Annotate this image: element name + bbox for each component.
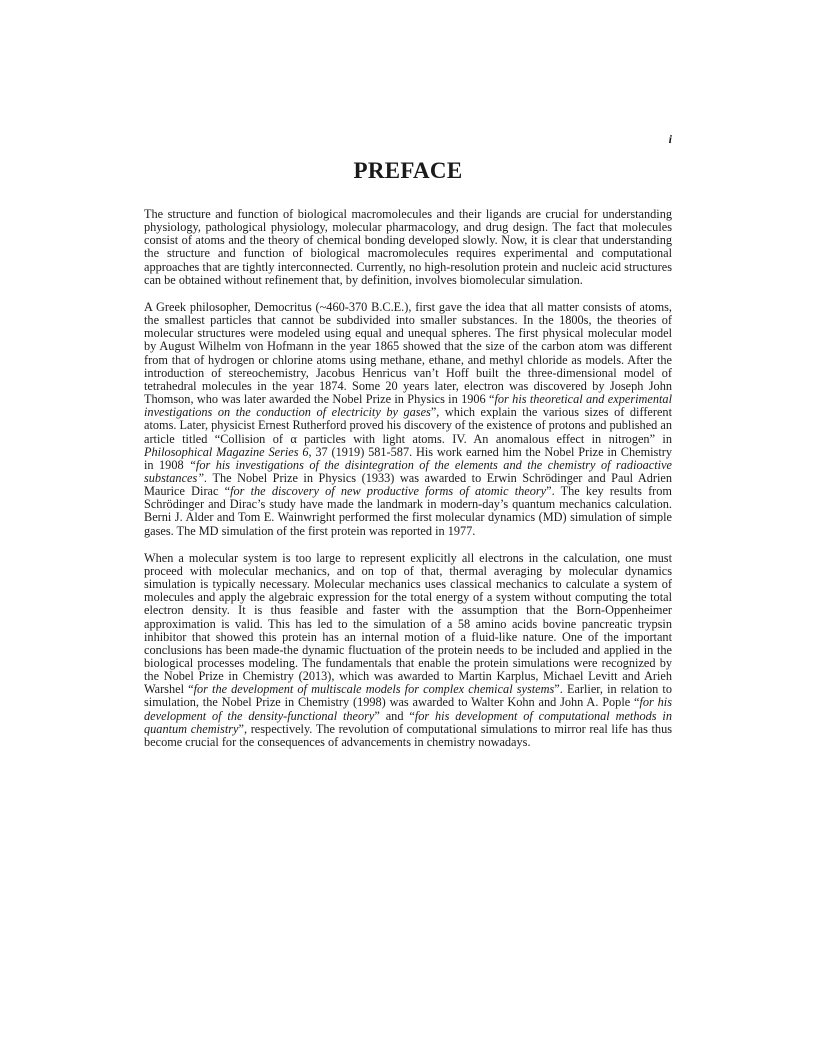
italic-text-segment: for the discovery of new productive forms of atomic theory — [230, 484, 547, 499]
text-segment: ”. Earlier, in relation to simulation, the Nobel Prize in Chemistry (1998) was awarded to Walter Kohn and John A. Pople “ — [144, 682, 672, 710]
preface-paragraph — [144, 552, 672, 749]
italic-text-segment: for the development of multiscale models for complex chemical systems — [193, 682, 555, 697]
italic-text-segment: Philosophical Magazine Series 6 — [144, 444, 309, 459]
preface-paragraph — [144, 208, 672, 287]
italic-text-segment: for his development of the density-functional theory — [144, 695, 672, 723]
text-segment: ”, respectively. The revolution of computational simulations to mirror real life has thus become crucial for the consequences of advancements in chemistry nowadays. — [144, 721, 673, 749]
preface-paragraph — [144, 301, 672, 538]
italic-text-segment: for his theoretical and experimental investigations on the conduction of electricity by gases — [144, 392, 672, 420]
italic-text-segment: for his development of computational methods in quantum chemistry — [144, 708, 672, 736]
text-segment: When a molecular system is too large to represent explicitly all electrons in the calculation, one must proceed with molecular mechanics, and on top of that, thermal averaging by molecular dynamics simulation is typically necessary. Molecular mechanics uses classical mechanics to calculate a system of molecules and apply the algebraic expression for the total energy of a system without computing the total electron density. It is thus feasible and faster with the assumption that the Born-Oppenheimer approximation is valid. This has led to the simulation of a 58 amino acids bovine pancreatic trypsin inhibitor that showed this protein has an internal motion of a fluid-like nature. One of the important conclusions has been made-the dynamic fluctuation of the protein needs to be included and applied in the biological processes modeling. The fundamentals that enable the protein simulations were recognized by the Nobel Prize in Chemistry (2013), which was awarded to Martin Karplus, Michael Levitt and Arieh Warshel “ — [144, 550, 672, 697]
page-title: PREFACE — [353, 158, 463, 183]
preface-body — [144, 208, 672, 763]
text-segment: The structure and function of biological macromolecules and their ligands are crucial for understanding physiology, pathological physiology, molecular pharmacology, and drug design. The fact that molecules consist of atoms and the theory of chemical bonding developed slowly. Now, it is clear that understanding the structure and function of biological macromolecules requires experimental and computational approaches that are tightly interconnected. Currently, no high-resolution protein and nucleic acid structures can be obtained without refinement that, by definition, involves biomolecular simulation. — [144, 207, 672, 287]
text-segment: ” and “ — [374, 708, 415, 723]
text-segment: , 37 (1919) 581-587. His work earned him the Nobel Prize in Chemistry in 1908 — [144, 444, 672, 472]
text-segment: ”, which explain the various sizes of different atoms. Later, physicist Ernest Rutherford proved his discovery of the existence of protons and published an article titled “Collision of α particles with light atoms. IV. An anomalous effect in nitrogen” in — [144, 405, 672, 446]
text-segment: A Greek philosopher, Democritus (~460-370 B.C.E.), first gave the idea that all matter consists of atoms, the smallest particles that cannot be subdivided into smaller substances. In the 1800s, the theories of molecular structures were modeled using equal and unequal spheres. The first physical molecular model by August Wilhelm von Hofmann in the year 1865 showed that the size of the carbon atom was different from that of hydrogen or chlorine atoms using methane, ethane, and methyl chloride as models. After the introduction of stereochemistry, Jacobus Henricus van’t Hoff built the three-dimensional model of tetrahedral molecules in the year 1874. Some 20 years later, electron was discovered by Joseph John Thomson, who was later awarded the Nobel Prize in Physics in 1906 “ — [144, 299, 672, 407]
page-number: i — [668, 132, 672, 146]
text-segment: ”. The key results from Schrödinger and Dirac’s study have made the landmark in modern-day’s quantum mechanics calculation. Berni J. Alder and Tom E. Wainwright performed the first molecular dynamics (MD) simulation of simple gases. The MD simulation of the first protein was reported in 1977. — [144, 484, 672, 538]
text-segment: The Nobel Prize in Physics (1933) was awarded to Erwin Schrödinger and Paul Adrien Maurice Dirac “ — [144, 470, 672, 499]
italic-text-segment: “for his investigations of the disintegration of the elements and the chemistry of radioactive substances”. — [144, 457, 673, 485]
